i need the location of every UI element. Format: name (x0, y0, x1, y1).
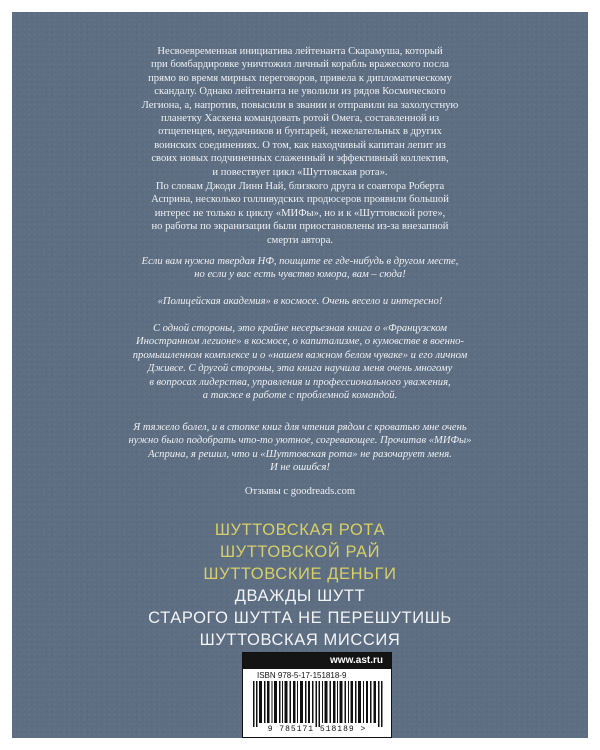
review-line: Если вам нужна твердая НФ, поищите ее где-нибудь в другом месте, (141, 256, 459, 267)
barcode-panel (242, 652, 392, 738)
isbn-label: ISBN 978-5-17-151818-9 (257, 671, 347, 680)
annotation-line: и повествует цикл «Шуттовская рота». (212, 166, 388, 178)
review-line: промышленном комплексе и о «нашем важном белом чуваке» и его личном (132, 349, 468, 361)
review-line: Дживсе. С другой стороны, эта книга научила меня очень многому (147, 363, 453, 375)
review-line: «Полицейская академия» в космосе. Очень весело и интересно! (157, 296, 443, 307)
review-line: И не ошибся! (270, 462, 330, 474)
adaptation-line: По словам Джоди Линн Най, близкого друга и соавтора Роберта (155, 181, 445, 192)
review-line: но если у вас есть чувство юмора, вам – сюда! (194, 269, 406, 281)
series-title-5: СТАРОГО ШУТТА НЕ ПЕРЕШУТИШЬ (148, 609, 452, 627)
series-title-4: ДВАЖДЫ ШУТТ (234, 587, 366, 605)
review-police-academy (72, 295, 528, 308)
back-cover (12, 12, 588, 738)
review-line: С одной стороны, это крайне несерьезная книга о «Французском (152, 323, 448, 334)
annotation-line: Несвоевременная инициатива лейтенанта Скарамуша, который (157, 46, 443, 57)
annotation-line: отщепенцев, неудачников и бунтарей, нежелательных в других (158, 126, 442, 138)
annotation-line: Легиона, а, напротив, повысили в звании и отправили на захолустную (141, 99, 459, 111)
review-line: нужно было подобрать что-то уютное, согревающее. Прочитав «МИФы» (128, 435, 472, 447)
adaptation-line: но работы по экранизации были приостановлены из-за внезапной (151, 221, 449, 233)
adaptation-line: интерес не только к циклу «МИФы», но и к «Шуттовской роте», (154, 207, 446, 219)
reviews-source-text: Отзывы с goodreads.com (244, 486, 356, 497)
review-line: Асприна, я решил, что и «Шуттовская рота» не разочарует меня. (148, 448, 452, 460)
review-line: Я тяжело болел, и в стопке книг для чтения рядом с кроватью мне очень (133, 422, 467, 433)
adaptation-line: смерти автора. (266, 234, 334, 246)
publisher-site: www.ast.ru (243, 653, 391, 669)
annotation-line: планетку Хаскена командовать ротой Омега, составленной из (160, 113, 440, 125)
review-line: в вопросах лидерства, управления и профессионального уважения, (149, 376, 451, 388)
annotation-line: при бомбардировке уничтожил личный корабль вражеского посла (151, 59, 449, 71)
review-line: а также в работе с проблемной командой. (202, 390, 398, 402)
annotation-line: скандалу. Однако лейтенанта не уволили из рядов Космического (154, 86, 446, 98)
barcode-icon (253, 681, 383, 727)
series-title-3: ШУТТОВСКИЕ ДЕНЬГИ (203, 565, 397, 583)
annotation-line: воинских соединениях. О том, как находчивый капитан лепит из (154, 139, 446, 151)
annotation-line: прямо во время мирных переговоров, привела к дипломатическому (148, 72, 452, 84)
annotation-paragraph (72, 45, 528, 179)
review-leadership (72, 322, 528, 402)
reviews-source (72, 485, 528, 498)
adaptation-paragraph (72, 180, 528, 247)
annotation-line: своих новых подчиненных слаженный и эффективный коллектив, (151, 153, 449, 165)
series-title-2: ШУТТОВСКОЙ РАЙ (219, 543, 381, 561)
series-title-1: ШУТТОВСКАЯ РОТА (214, 521, 386, 539)
review-line: Иностранном легионе» в космосе, о капитализме, о кумовстве в военно- (136, 336, 464, 348)
review-hard-sf (72, 255, 528, 282)
review-illness (72, 421, 528, 475)
ean-number: 9 785171 518189 > (267, 725, 367, 734)
adaptation-line: Асприна, несколько голливудских продюсеров проявили большой (151, 194, 449, 206)
series-title-6: ШУТТОВСКАЯ МИССИЯ (199, 631, 401, 649)
